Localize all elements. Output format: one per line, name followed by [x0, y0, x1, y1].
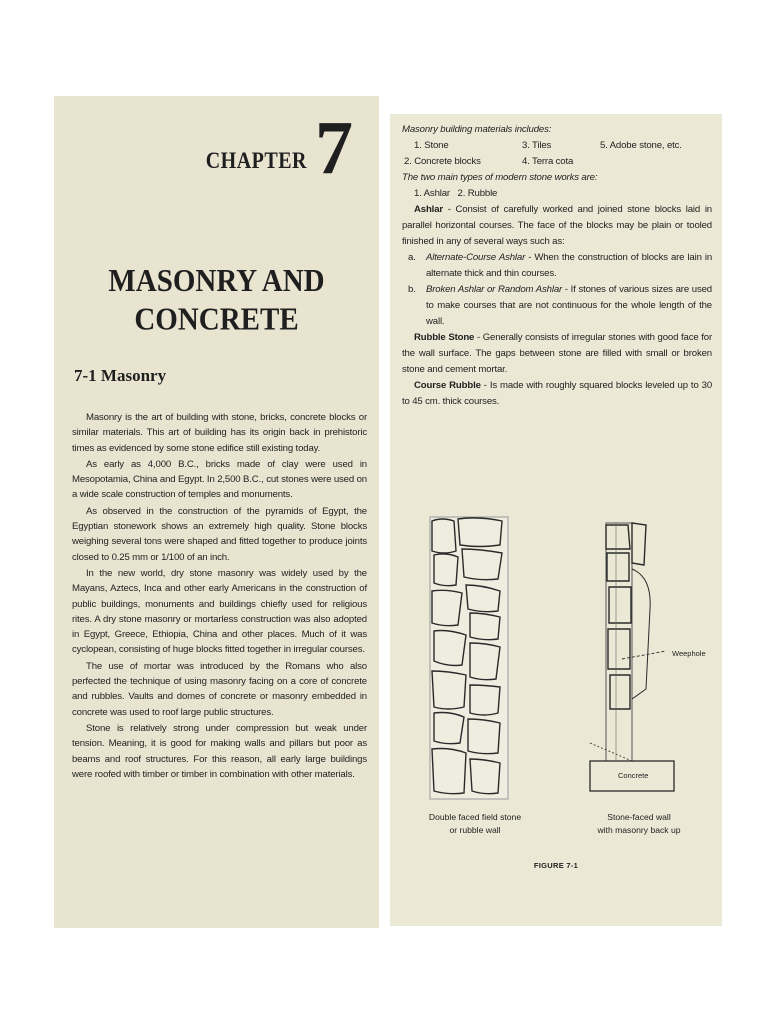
paragraph: The use of mortar was introduced by the Romans who also perfected the technique of using masonry facing on a core of concrete and rubbles. Vaults and domes of concrete or masonry embedded in concrete was used to roof large public structures. — [72, 660, 367, 718]
ashlar-item-b — [408, 282, 712, 330]
stone-faced-wall-drawing — [590, 523, 674, 791]
caption-line: Double faced field stone — [428, 812, 522, 822]
material-item: 3. Tiles — [522, 140, 552, 151]
section-heading: 7-1 Masonry — [74, 366, 167, 385]
material-item: 1. Stone — [414, 140, 449, 151]
chapter-word: CHAPTER — [205, 148, 307, 174]
material-item: 5. Adobe stone, etc. — [600, 140, 682, 151]
right-body-text — [402, 122, 712, 410]
caption-line: with masonry back up — [597, 825, 681, 835]
ashlar-term: Ashlar — [414, 204, 443, 215]
left-page — [54, 96, 379, 928]
chapter-title — [54, 263, 379, 340]
ashlar-definition — [402, 202, 712, 250]
caption-line: or rubble wall — [449, 825, 501, 835]
paragraph: As observed in the construction of the pyramids of Egypt, the Egyptian stonework shows an extremely high quality. Stone blocks weighing several tons were shaped and fitted together to produce joints closed to 0.25 mm or 1/100 of an inch. — [72, 505, 367, 563]
right-figure-caption — [574, 811, 704, 837]
item-text: - When the construction of blocks are lain in alternate thick and thin courses. — [426, 252, 713, 279]
paragraph: Stone is relatively strong under compression but weak under tension. Meaning, it is good for making walls and pillars but poor as beams and roof structures. For this reason, all early large buildings were roofed with timber or timber in combination with other materials. — [72, 722, 367, 780]
materials-row-1 — [402, 138, 712, 154]
chapter-title-line2: CONCRETE — [134, 302, 299, 338]
ashlar-item-a — [408, 250, 712, 282]
paragraph: As early as 4,000 B.C., bricks made of clay were used in Mesopotamia, China and Egypt. In 2,500 B.C., cut stones were used on a wide scale construction of temples and monuments. — [72, 458, 367, 501]
rubble-wall-drawing — [430, 517, 508, 799]
types-intro: The two main types of modern stone works are: — [402, 172, 598, 183]
chapter-number: 7 — [315, 106, 353, 190]
materials-row-2 — [402, 154, 712, 170]
material-item: 2. Concrete blocks — [404, 156, 481, 167]
weephole-label: Weephole — [672, 649, 706, 658]
course-rubble-term: Course Rubble — [414, 380, 481, 391]
chapter-header — [205, 106, 353, 190]
course-rubble-text: - Is made with roughly squared blocks leveled up to 30 to 45 cm. thick courses. — [402, 380, 712, 407]
caption-line: Stone-faced wall — [607, 812, 671, 822]
chapter-title-line1: MASONRY AND — [108, 263, 325, 299]
paragraph: Masonry is the art of building with stone, bricks, concrete blocks or similar materials. This art of building has its origin back in prehistoric times as evidenced by some stone edifice still existing today. — [72, 412, 367, 454]
item-letter: b. — [408, 284, 416, 295]
paragraph: In the new world, dry stone masonry was widely used by the Mayans, Aztecs, Inca and other early Americans in the construction of public buildings, monuments and buildings chiefly used for religious rites. A dry stone masonry or mortarless construction was also adopted in Egypt, Greece, Ethiopia, China and other places. Much of it was cyclopean, consisting of huge blocks fitted together in irregular courses. — [72, 567, 367, 656]
rubble-definition — [402, 330, 712, 378]
left-figure-caption — [410, 811, 540, 837]
materials-intro: Masonry building materials includes: — [402, 124, 552, 135]
course-rubble-definition — [402, 378, 712, 410]
figure-7-1 — [390, 509, 722, 889]
item-term: Broken Ashlar or Random Ashlar — [426, 284, 563, 295]
left-body-text — [72, 410, 367, 783]
right-page — [390, 114, 722, 926]
concrete-label: Concrete — [618, 771, 649, 780]
rubble-term: Rubble Stone — [414, 332, 475, 343]
ashlar-text: - Consist of carefully worked and joined stone blocks laid in parallel horizontal courses. The face of the blocks may be plain or tooled finished in any of several ways such as: — [402, 204, 712, 247]
types-list: 1. Ashlar 2. Rubble — [414, 188, 498, 199]
item-text: - If stones of various sizes are used to make courses that are not continuous for the whole length of the wall. — [426, 284, 712, 327]
item-term: Alternate-Course Ashlar — [426, 252, 526, 263]
figure-label: FIGURE 7-1 — [533, 861, 579, 870]
material-item: 4. Terra cota — [522, 156, 574, 167]
rubble-text: - Generally consists of irregular stones with good face for the wall surface. The gaps between stone are filled with small or broken stone and cement mortar. — [402, 332, 712, 375]
item-letter: a. — [408, 252, 416, 263]
